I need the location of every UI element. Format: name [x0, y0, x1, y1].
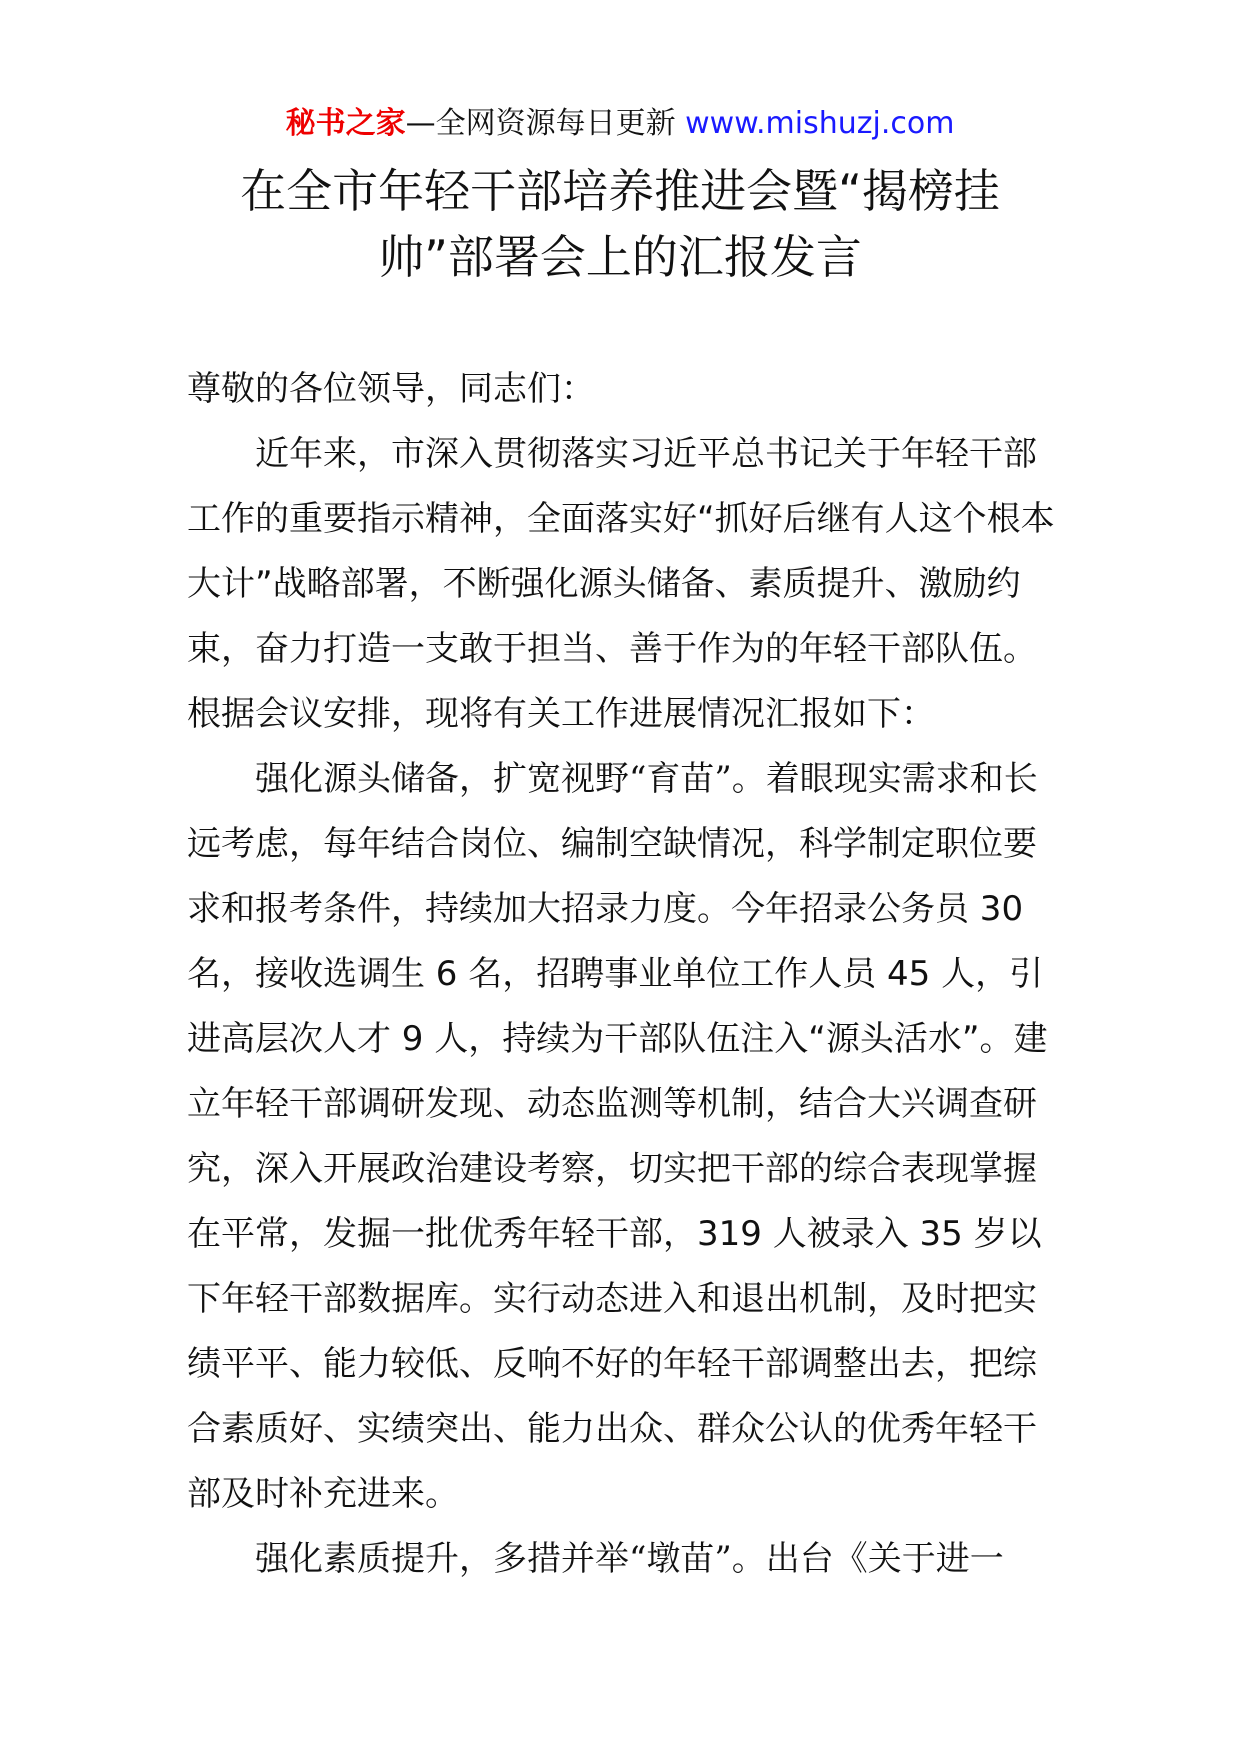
site-url-link[interactable]: www.mishuzj.com [685, 106, 955, 141]
document-body [187, 357, 1057, 1592]
paragraph-text: 出台《关于进一 [765, 1539, 1004, 1579]
paragraph-text: 着眼现实需求和长远考虑，每年结合岗位、编制空缺情况，科学制定职位要求和报考条件，持续加大招录力度。今年招录公务员 30 名，接收选调生 6 名，招聘事业单位工作人员 45 人，引进高层次人才 9 人，持续为干部队伍注入“源头活水”。建立年轻干部调研发现、动态监测等机制，结合大兴调查研究，深入开展政治建设考察，切实把干部的综合表现掌握在平常，发掘一批优秀年轻干部，319 人被录入 35 岁以下年轻干部数据库。实行动态进入和退出机制，及时把实绩平平、能力较低、反响不好的年轻干部调整出去，把综合素质好、实绩突出、能力出众、群众公认的优秀年轻干部及时补充进来。 [187, 759, 1048, 1514]
site-header [0, 104, 1240, 144]
document-title: 在全市年轻干部培养推进会暨“揭榜挂帅”部署会上的汇报发言 [240, 164, 1000, 284]
section-heading: 强化源头储备，扩宽视野“育苗”。 [255, 759, 766, 799]
salutation: 尊敬的各位领导，同志们： [187, 369, 595, 409]
paragraph-quality-improvement [187, 1527, 1057, 1592]
brand-name: 秘书之家 [285, 106, 406, 141]
paragraph-source-reserve [187, 747, 1057, 1527]
header-tagline: —全网资源每日更新 [405, 106, 686, 141]
section-heading: 强化素质提升，多措并举“墩苗”。 [255, 1539, 766, 1579]
paragraph-intro: 近年来，市深入贯彻落实习近平总书记关于年轻干部工作的重要指示精神，全面落实好“抓好后继有人这个根本大计”战略部署，不断强化源头储备、素质提升、激励约束，奋力打造一支敢于担当、善于作为的年轻干部队伍。根据会议安排，现将有关工作进展情况汇报如下： [187, 434, 1055, 734]
